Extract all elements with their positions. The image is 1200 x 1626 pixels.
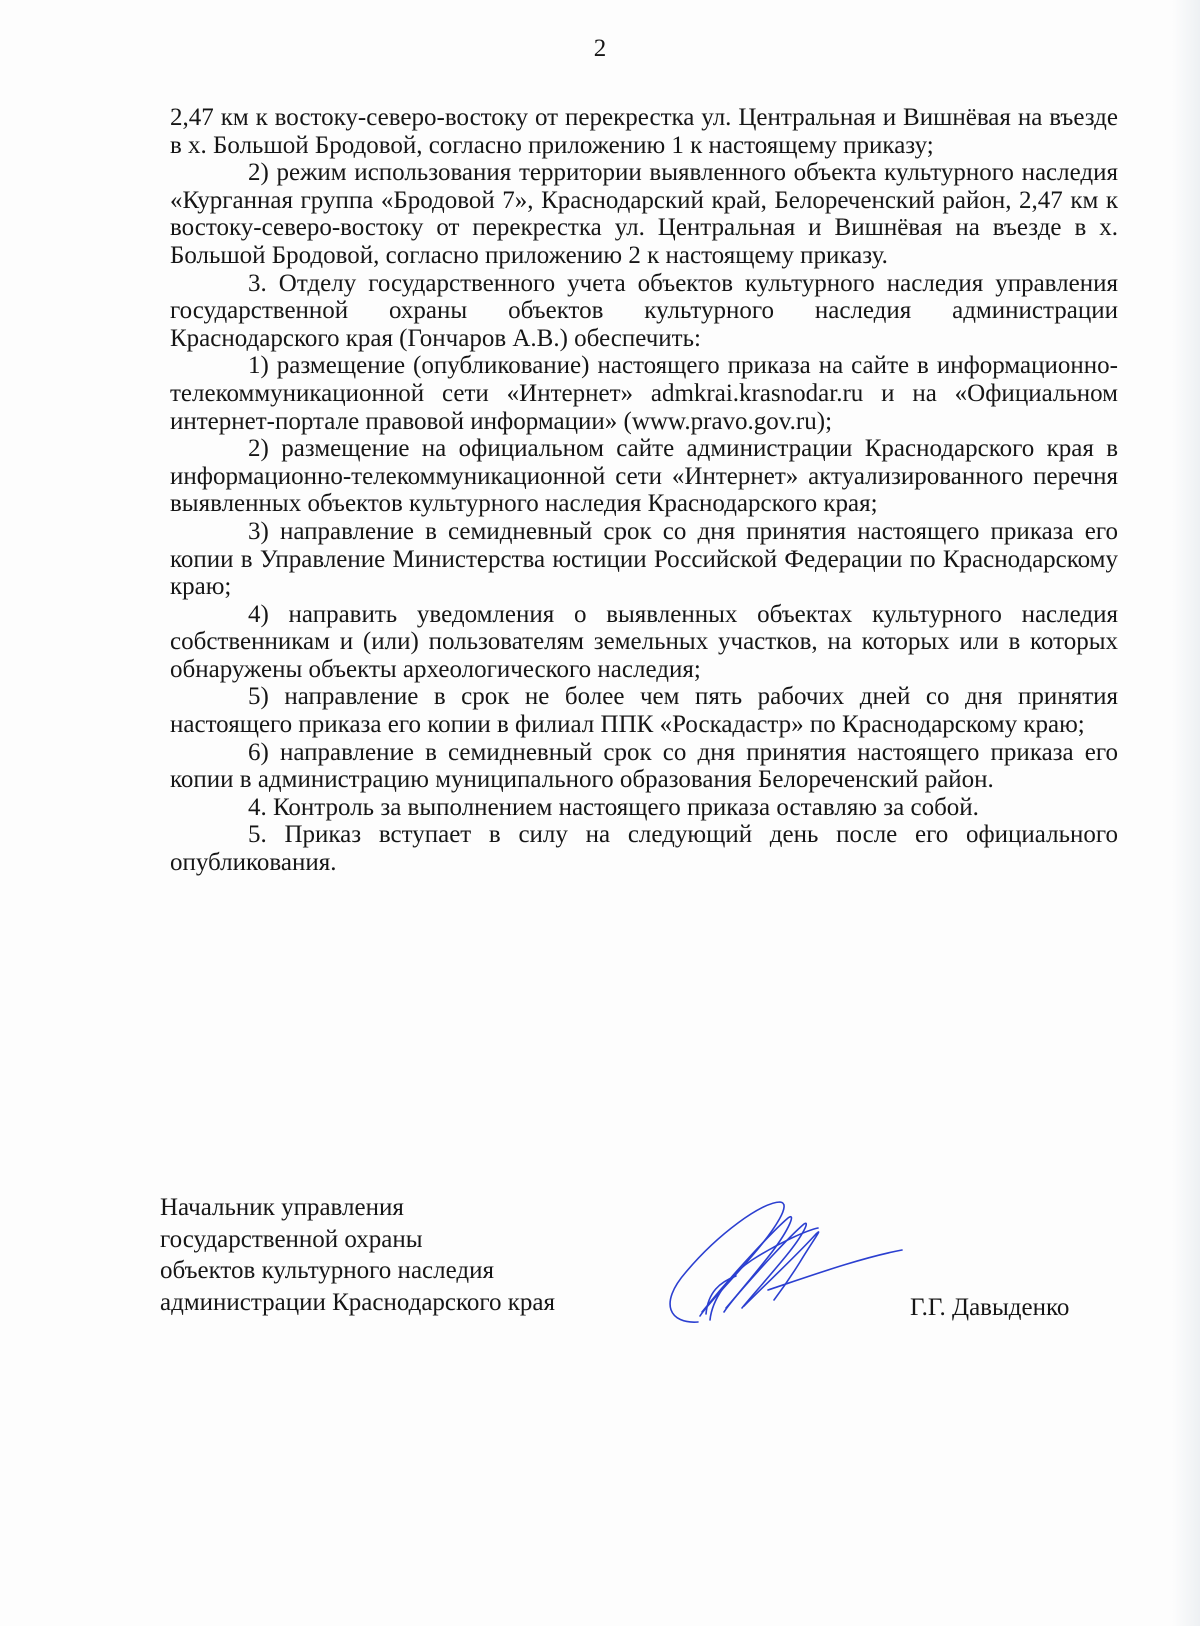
paragraph-item-4-control: 4. Контроль за выполнением настоящего приказа оставляю за собой. (248, 793, 979, 821)
position-line: администрации Краснодарского края (160, 1288, 556, 1316)
paragraph-ministry-copy: 3) направление в семидневный срок со дня принятия настоящего приказа его копии в Управление Министерства юстиции Российской Федерации по Краснодарскому краю; (170, 517, 1118, 601)
paragraph-territory-regime: 2) режим использования территории выявленного объекта культурного наследия «Курганная группа «Бродовой 7», Краснодарский край, Белореченский район, 2,47 км к востоку-северо-востоку от перекрестка ул. Центральная и Вишнёвая на въезде в х. Большой Бродовой, согласно приложению 2 к настоящему приказу. (170, 159, 1118, 269)
paragraph-item-3: 3. Отделу государственного учета объектов культурного наследия управления государственной охраны объектов культурного наследия администрации Краснодарского края (Гончаров А.В.) обеспечить: (170, 269, 1118, 352)
page-number: 2 (593, 35, 607, 62)
signatory-position (160, 1192, 620, 1318)
position-line: Начальник управления (160, 1194, 404, 1221)
position-line: государственной охраны (160, 1225, 423, 1253)
scan-edge-shading (1172, 0, 1200, 1626)
paragraph-roskadastr-copy: 5) направление в срок не более чем пять рабочих дней со дня принятия настоящего приказа его копии в филиал ППК «Роскадастр» по Краснодарскому краю; (170, 683, 1118, 739)
handwritten-signature (640, 1172, 910, 1337)
paragraph-site-placement: 2) размещение на официальном сайте администрации Краснодарского края в информационно-телекоммуникационной сети «Интернет» актуализированного перечня выявленных объектов культурного наследия Краснодарского края; (170, 435, 1118, 518)
paragraph-continuation: 2,47 км к востоку-северо-востоку от перекрестка ул. Центральная и Вишнёвая на въезде в х. Большой Бродовой, согласно приложению 1 к настоящему приказу; (170, 104, 1118, 159)
order-body-text (170, 104, 1118, 877)
paragraph-item-5-effect: 5. Приказ вступает в силу на следующий день после его официального опубликования. (170, 821, 1118, 877)
paragraph-publication: 1) размещение (опубликование) настоящего приказа на сайте в информационно-телекоммуникационной сети «Интернет» admkrai.krasnodar.ru и на «Официальном интернет-портале правовой информации» (www.pravo.gov.ru); (170, 352, 1118, 435)
paragraph-owner-notices: 4) направить уведомления о выявленных объектах культурного наследия собственникам и (или) пользователям земельных участков, на которых или в которых обнаружены объекты археологического наследия; (170, 600, 1118, 683)
paragraph-municipal-copy: 6) направление в семидневный срок со дня принятия настоящего приказа его копии в администрацию муниципального образования Белореченский район. (170, 738, 1118, 794)
signatory-name: Г.Г. Давыденко (910, 1294, 1070, 1321)
position-line: объектов культурного наследия (160, 1257, 494, 1284)
